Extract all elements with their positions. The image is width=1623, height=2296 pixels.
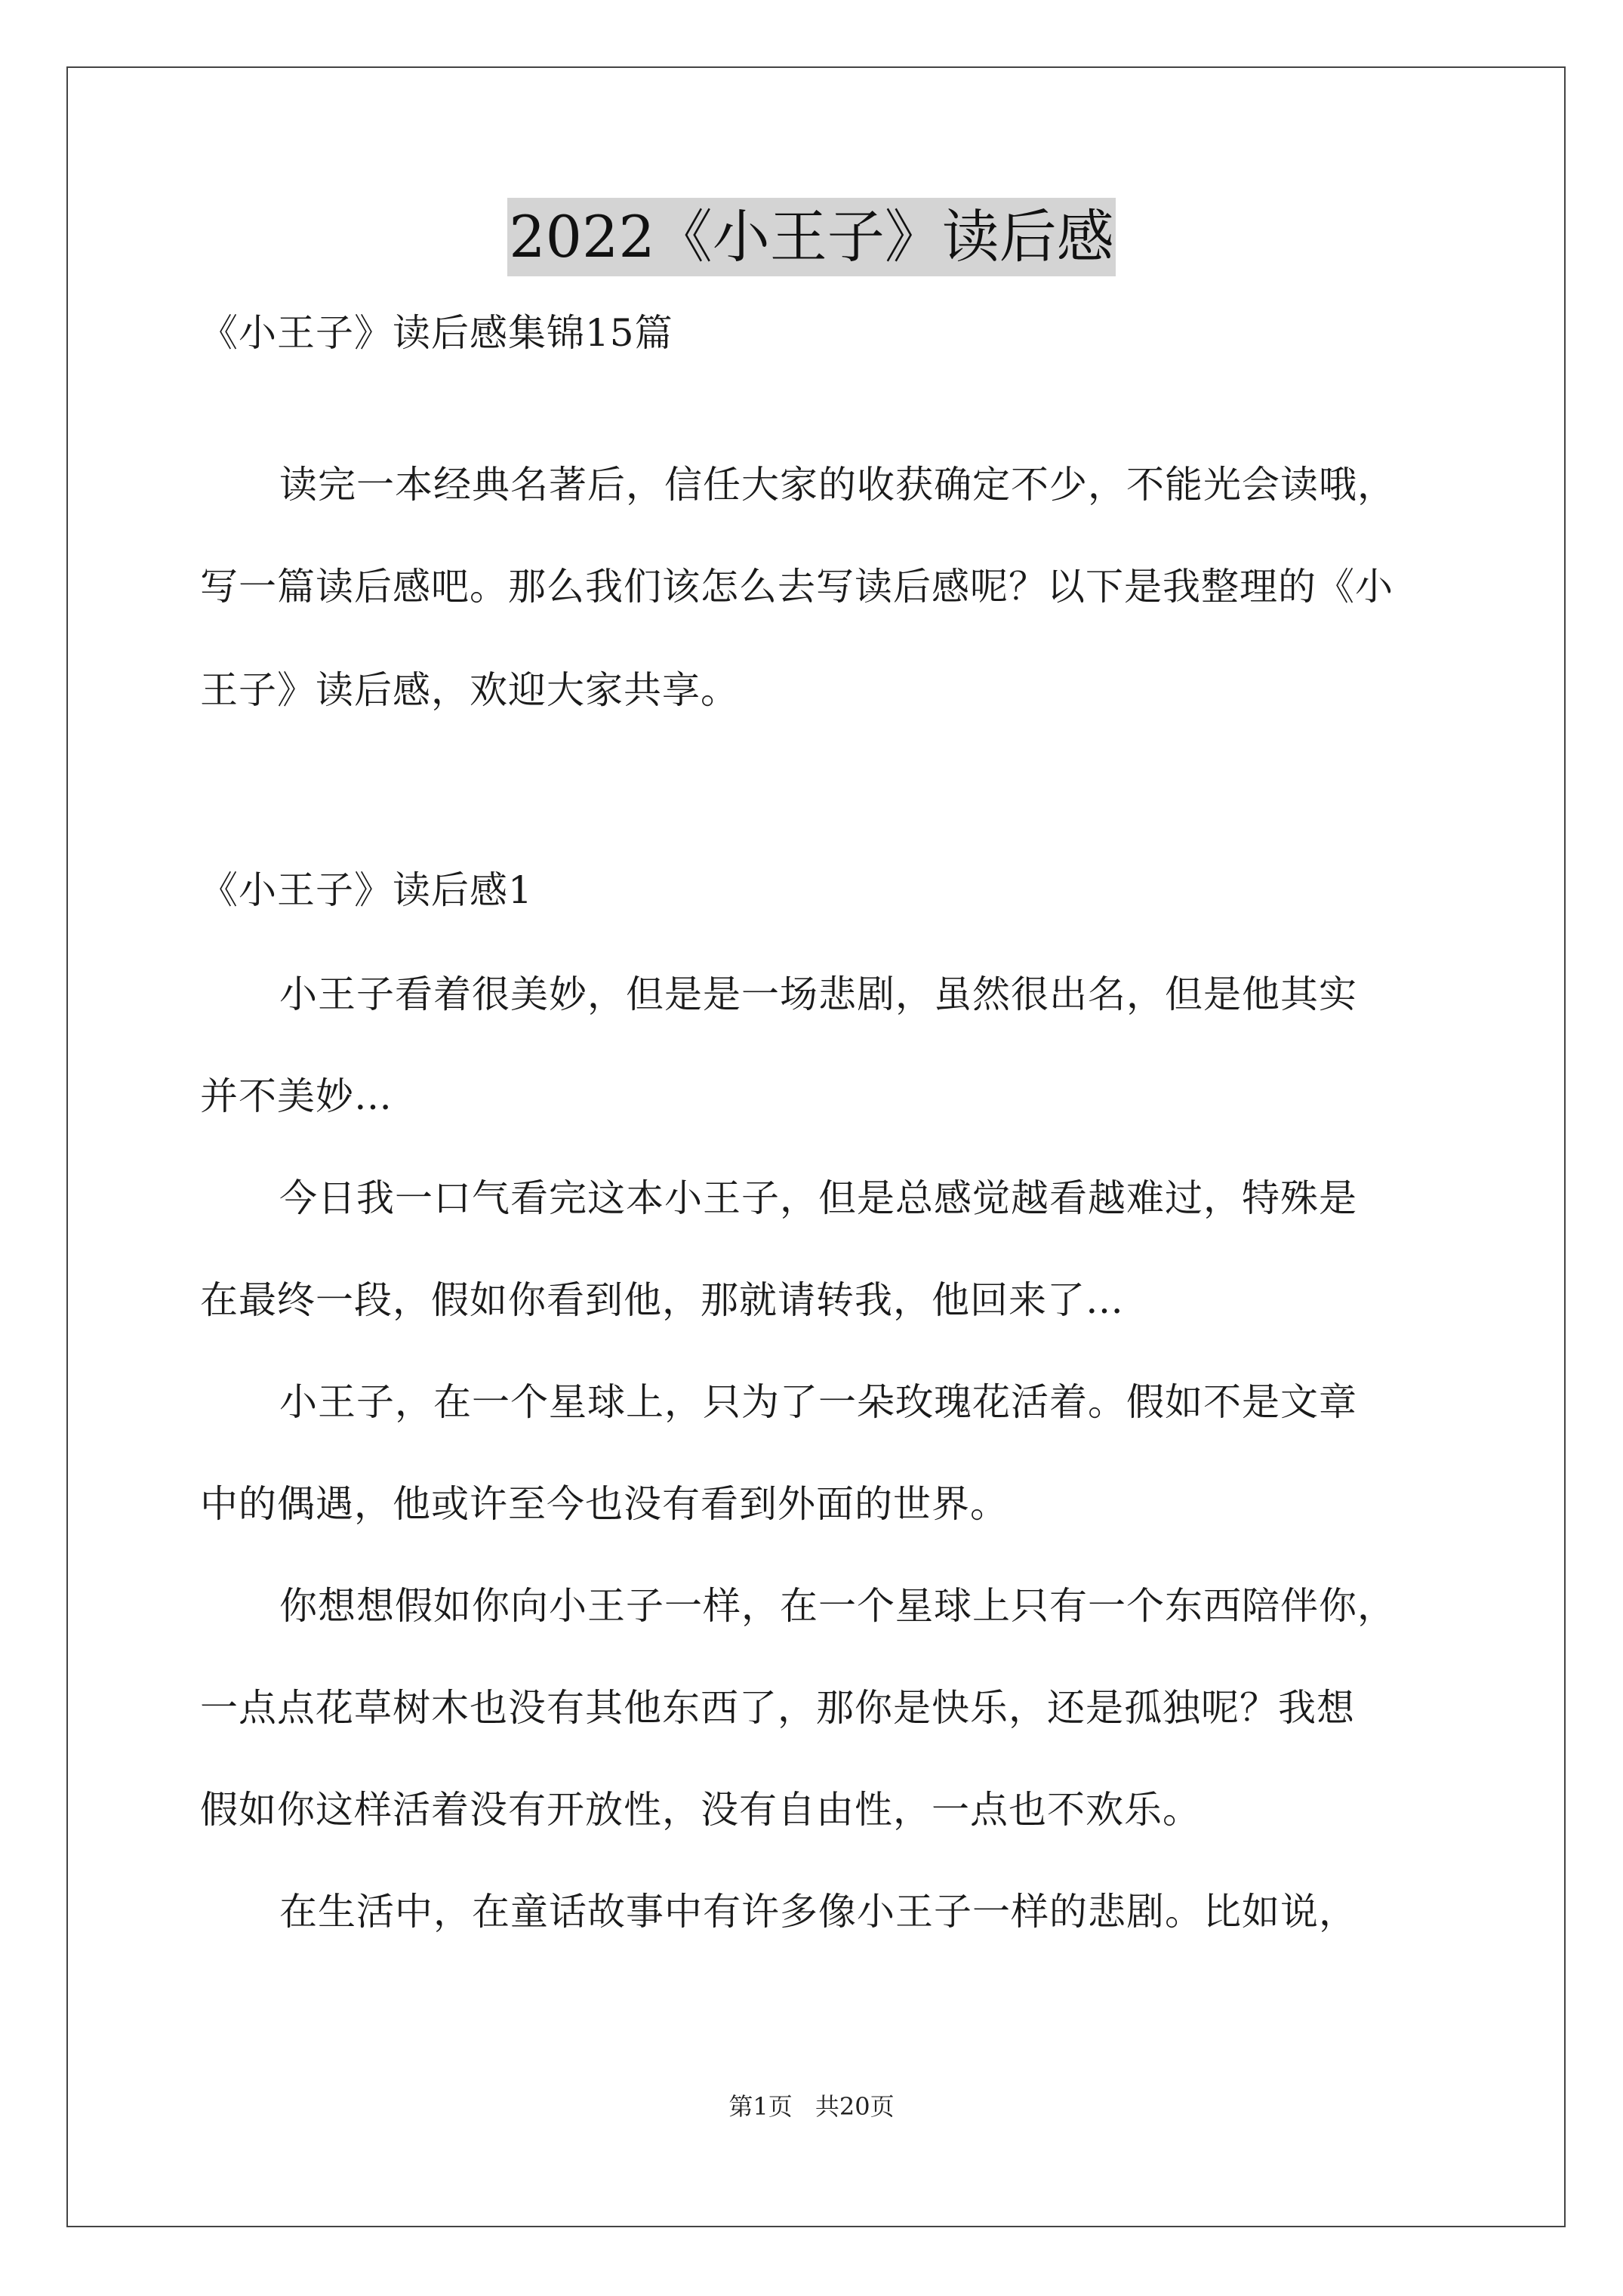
subtitle: 《小王子》读后感集锦15篇 — [200, 311, 673, 355]
intro-line-1: 读完一本经典名著后，信任大家的收获确定不少，不能光会读哦， — [279, 463, 1396, 507]
body-line-10: 在生活中，在童话故事中有许多像小王子一样的悲剧。比如说， — [279, 1890, 1357, 1934]
body-line-6: 中的偶遇，他或许至今也没有看到外面的世界。 — [200, 1482, 1009, 1526]
body-line-5: 小王子，在一个星球上，只为了一朵玫瑰花活着。假如不是文章 — [279, 1380, 1357, 1424]
page-number-current: 第1页 — [728, 2092, 793, 2121]
page-footer — [0, 2091, 1623, 2122]
body-line-2: 并不美妙… — [200, 1074, 393, 1118]
intro-line-3: 王子》读后感，欢迎大家共享。 — [200, 668, 739, 712]
body-line-8: 一点点花草树木也没有其他东西了，那你是快乐，还是孤独呢？我想 — [200, 1686, 1355, 1730]
body-line-9: 假如你这样活着没有开放性，没有自由性，一点也不欢乐。 — [200, 1788, 1201, 1832]
section-heading: 《小王子》读后感1 — [200, 868, 533, 912]
title-container — [0, 198, 1623, 276]
body-line-7: 你想想假如你向小王子一样，在一个星球上只有一个东西陪伴你， — [279, 1584, 1396, 1628]
body-line-4: 在最终一段，假如你看到他，那就请转我，他回来了… — [200, 1278, 1124, 1322]
intro-line-2: 写一篇读后感吧。那么我们该怎么去写读后感呢？以下是我整理的《小 — [200, 565, 1394, 609]
body-line-3: 今日我一口气看完这本小王子，但是总感觉越看越难过，特殊是 — [279, 1176, 1357, 1220]
document-title: 2022《小王子》读后感 — [507, 198, 1115, 276]
body-line-1: 小王子看着很美妙，但是是一场悲剧，虽然很出名，但是他其实 — [279, 972, 1357, 1016]
page-number-total: 共20页 — [815, 2092, 895, 2121]
